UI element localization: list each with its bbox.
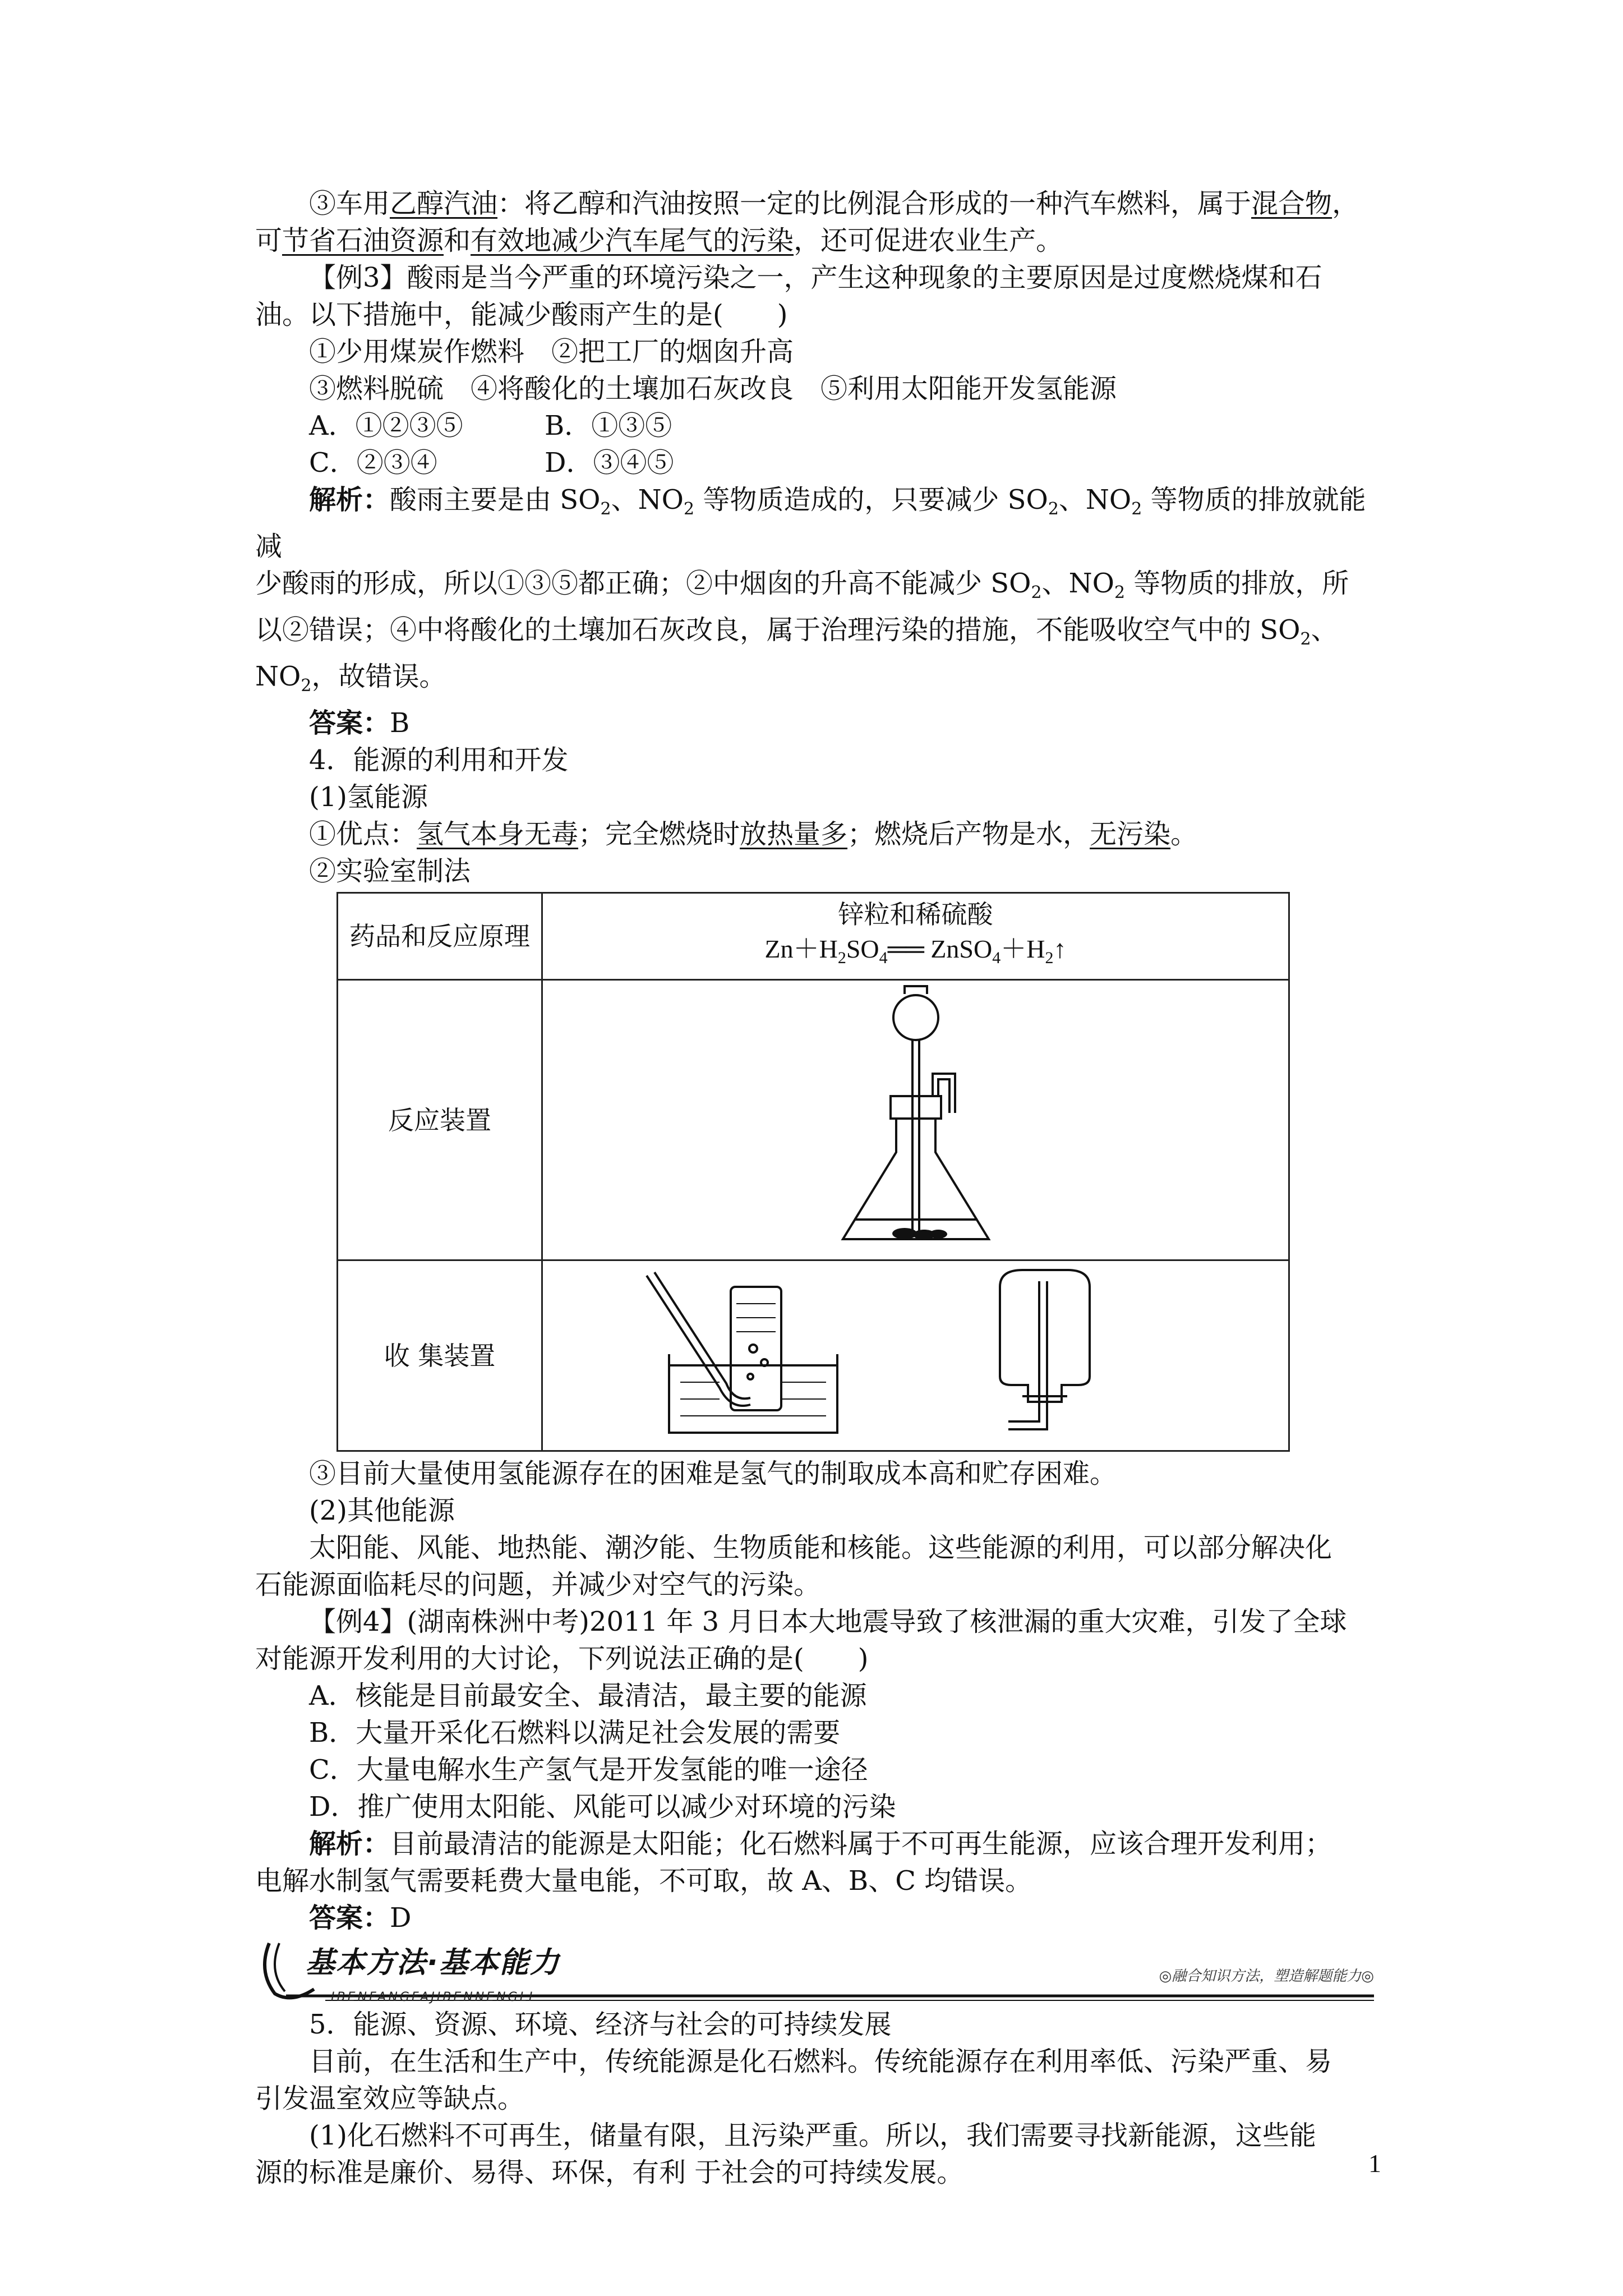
option-a: A．①②③⑤	[309, 410, 463, 441]
stopper	[891, 1096, 941, 1119]
conical-flask	[843, 1119, 989, 1239]
example-3-stem-line-2: 油。以下措施中，能减少酸雨产生的是( )	[255, 299, 788, 330]
example-4-stem: 【例4】(湖南株洲中考)2011 年 3 月日本大地震导致了核泄漏的重大灾难，引发了全球	[309, 1606, 1347, 1637]
collection-bottle	[1000, 1270, 1090, 1402]
table-row-reagents	[338, 893, 1289, 980]
example-tag: 【例3】	[309, 262, 407, 293]
example-3-analysis-4: $NO_2$，故错误。	[255, 661, 446, 696]
example-3-options-ab	[255, 407, 1374, 444]
collection-apparatus-figure	[635, 1264, 1196, 1438]
section-4-heading: 4．能源的利用和开发	[309, 744, 569, 776]
funnel-bulb	[893, 995, 938, 1040]
reagents-value	[542, 893, 1289, 980]
table-row-collection	[338, 1260, 1289, 1451]
hydrogen-lab-table	[336, 892, 1290, 1452]
example-3-items-2: ③燃料脱硫 ④将酸化的土壤加石灰改良 ⑤利用太阳能开发氢能源	[309, 373, 1117, 404]
section-5-p2-line-2: 源的标准是廉价、易得、环保，有利 于社会的可持续发展。	[255, 2157, 964, 2188]
example-3-analysis-3: 以②错误；④中将酸化的土壤加石灰改良，属于治理污染的措施，不能吸收空气中的 $SO_2$、	[255, 614, 1338, 649]
banner-pinyin: IBENFANGFAJIBENNENGLI	[331, 1990, 535, 2004]
example-3-analysis: 解析：酸雨主要是由 $SO_2$、$NO_2$ 等物质造成的，只要减少 $SO_2$、$NO_2$ 等物质的排放就能减	[255, 484, 1366, 562]
example-4-analysis: 解析：目前最清洁的能源是太阳能；化石燃料属于不可再生能源，应该合理开发利用；	[309, 1828, 1332, 1860]
banner-tagline: ◎融合知识方法，塑造解题能力◎	[1159, 1968, 1374, 1985]
reagents-label: 药品和反应原理	[338, 893, 542, 980]
apparatus-label: 反应装置	[338, 980, 542, 1260]
example-4-option-a: A．核能是目前最安全、最清洁，最主要的能源	[309, 1680, 867, 1711]
section-banner	[252, 1938, 1380, 2005]
hydrogen-advantages: ①优点：氢气本身无毒；完全燃烧时放热量多；燃烧后产物是水，无污染。	[309, 818, 1198, 850]
ethanol-line-1: ③车用乙醇汽油：将乙醇和汽油按照一定的比例混合形成的一种汽车燃料，属于混合物，	[309, 188, 1359, 219]
collection-figure-cell	[542, 1260, 1289, 1451]
collection-label: 收 集装置	[338, 1260, 542, 1451]
other-energy-line-2: 石能源面临耗尽的问题，并减少对空气的污染。	[255, 1569, 821, 1600]
reaction-apparatus-figure	[770, 984, 1062, 1248]
section-5-p1-line-1: 目前，在生活和生产中，传统能源是化石燃料。传统能源存在利用率低、污染严重、易	[309, 2046, 1332, 2077]
example-3-options-cd	[255, 444, 1374, 481]
section-5-p2-line-1: (1)化石燃料不可再生，储量有限，且污染严重。所以，我们需要寻找新能源，这些能	[309, 2120, 1316, 2151]
page-content	[255, 185, 1374, 2191]
option-c: C．②③④	[309, 447, 437, 478]
example-3-stem: 【例3】酸雨是当今严重的环境污染之一，产生这种现象的主要原因是过度燃烧煤和石	[309, 262, 1322, 293]
section-5-p1-line-2: 引发温室效应等缺点。	[255, 2083, 525, 2114]
other-energy-heading: (2)其他能源	[309, 1495, 455, 1526]
example-4-analysis-2: 电解水制氢气需要耗费大量电能，不可取，故 A、B、C 均错误。	[255, 1865, 1032, 1897]
apparatus-figure-cell	[542, 980, 1289, 1260]
page-number: 1	[1368, 2149, 1381, 2178]
example-tag: 【例4】	[309, 1606, 407, 1637]
example-4-stem-line-2: 对能源开发利用的大讨论，下列说法正确的是( )	[255, 1643, 869, 1674]
ethanol-line-2: 可节省石油资源和有效地减少汽车尾气的污染，还可促进农业生产。	[255, 225, 1063, 256]
example-3-analysis-2: 少酸雨的形成，所以①③⑤都正确；②中烟囱的升高不能减少 $SO_2$、$NO_2$ 等物质的排放，所	[255, 568, 1349, 602]
lab-method-heading: ②实验室制法	[309, 855, 471, 887]
example-4-option-b: B．大量开采化石燃料以满足社会发展的需要	[309, 1717, 841, 1749]
other-energy-line-1: 太阳能、风能、地热能、潮汐能、生物质能和核能。这些能源的利用，可以部分解决化	[309, 1532, 1332, 1563]
table-row-apparatus	[338, 980, 1289, 1260]
example-4-answer: 答案：D	[309, 1902, 412, 1934]
section-5-heading: 5．能源、资源、环境、经济与社会的可持续发展	[309, 2009, 892, 2040]
example-4-option-c: C．大量电解水生产氢气是开发氢能的唯一途径	[309, 1754, 868, 1786]
reaction-equation: $Zn+H_2SO_4══$ $ZnSO_4+H_2↑$	[764, 935, 1067, 967]
underline-ethanol-gasoline: 乙醇汽油	[390, 188, 498, 219]
option-b: B．①③⑤	[545, 410, 672, 441]
example-3-items-1: ①少用煤炭作燃料 ②把工厂的烟囱升高	[309, 336, 794, 367]
example-3-answer: 答案：B	[309, 707, 410, 739]
example-4-option-d: D．推广使用太阳能、风能可以减少对环境的污染	[309, 1791, 896, 1823]
banner-title: 基本方法·基本能力	[306, 1946, 560, 1980]
underline-mixture: 混合物	[1251, 188, 1332, 219]
hydrogen-heading: (1)氢能源	[309, 781, 428, 813]
hydrogen-difficulty: ③目前大量使用氢能源存在的困难是氢气的制取成本高和贮存困难。	[309, 1458, 1117, 1489]
reagents-text: 锌粒和稀硫酸	[838, 899, 993, 930]
option-d: D．③④⑤	[545, 447, 674, 478]
